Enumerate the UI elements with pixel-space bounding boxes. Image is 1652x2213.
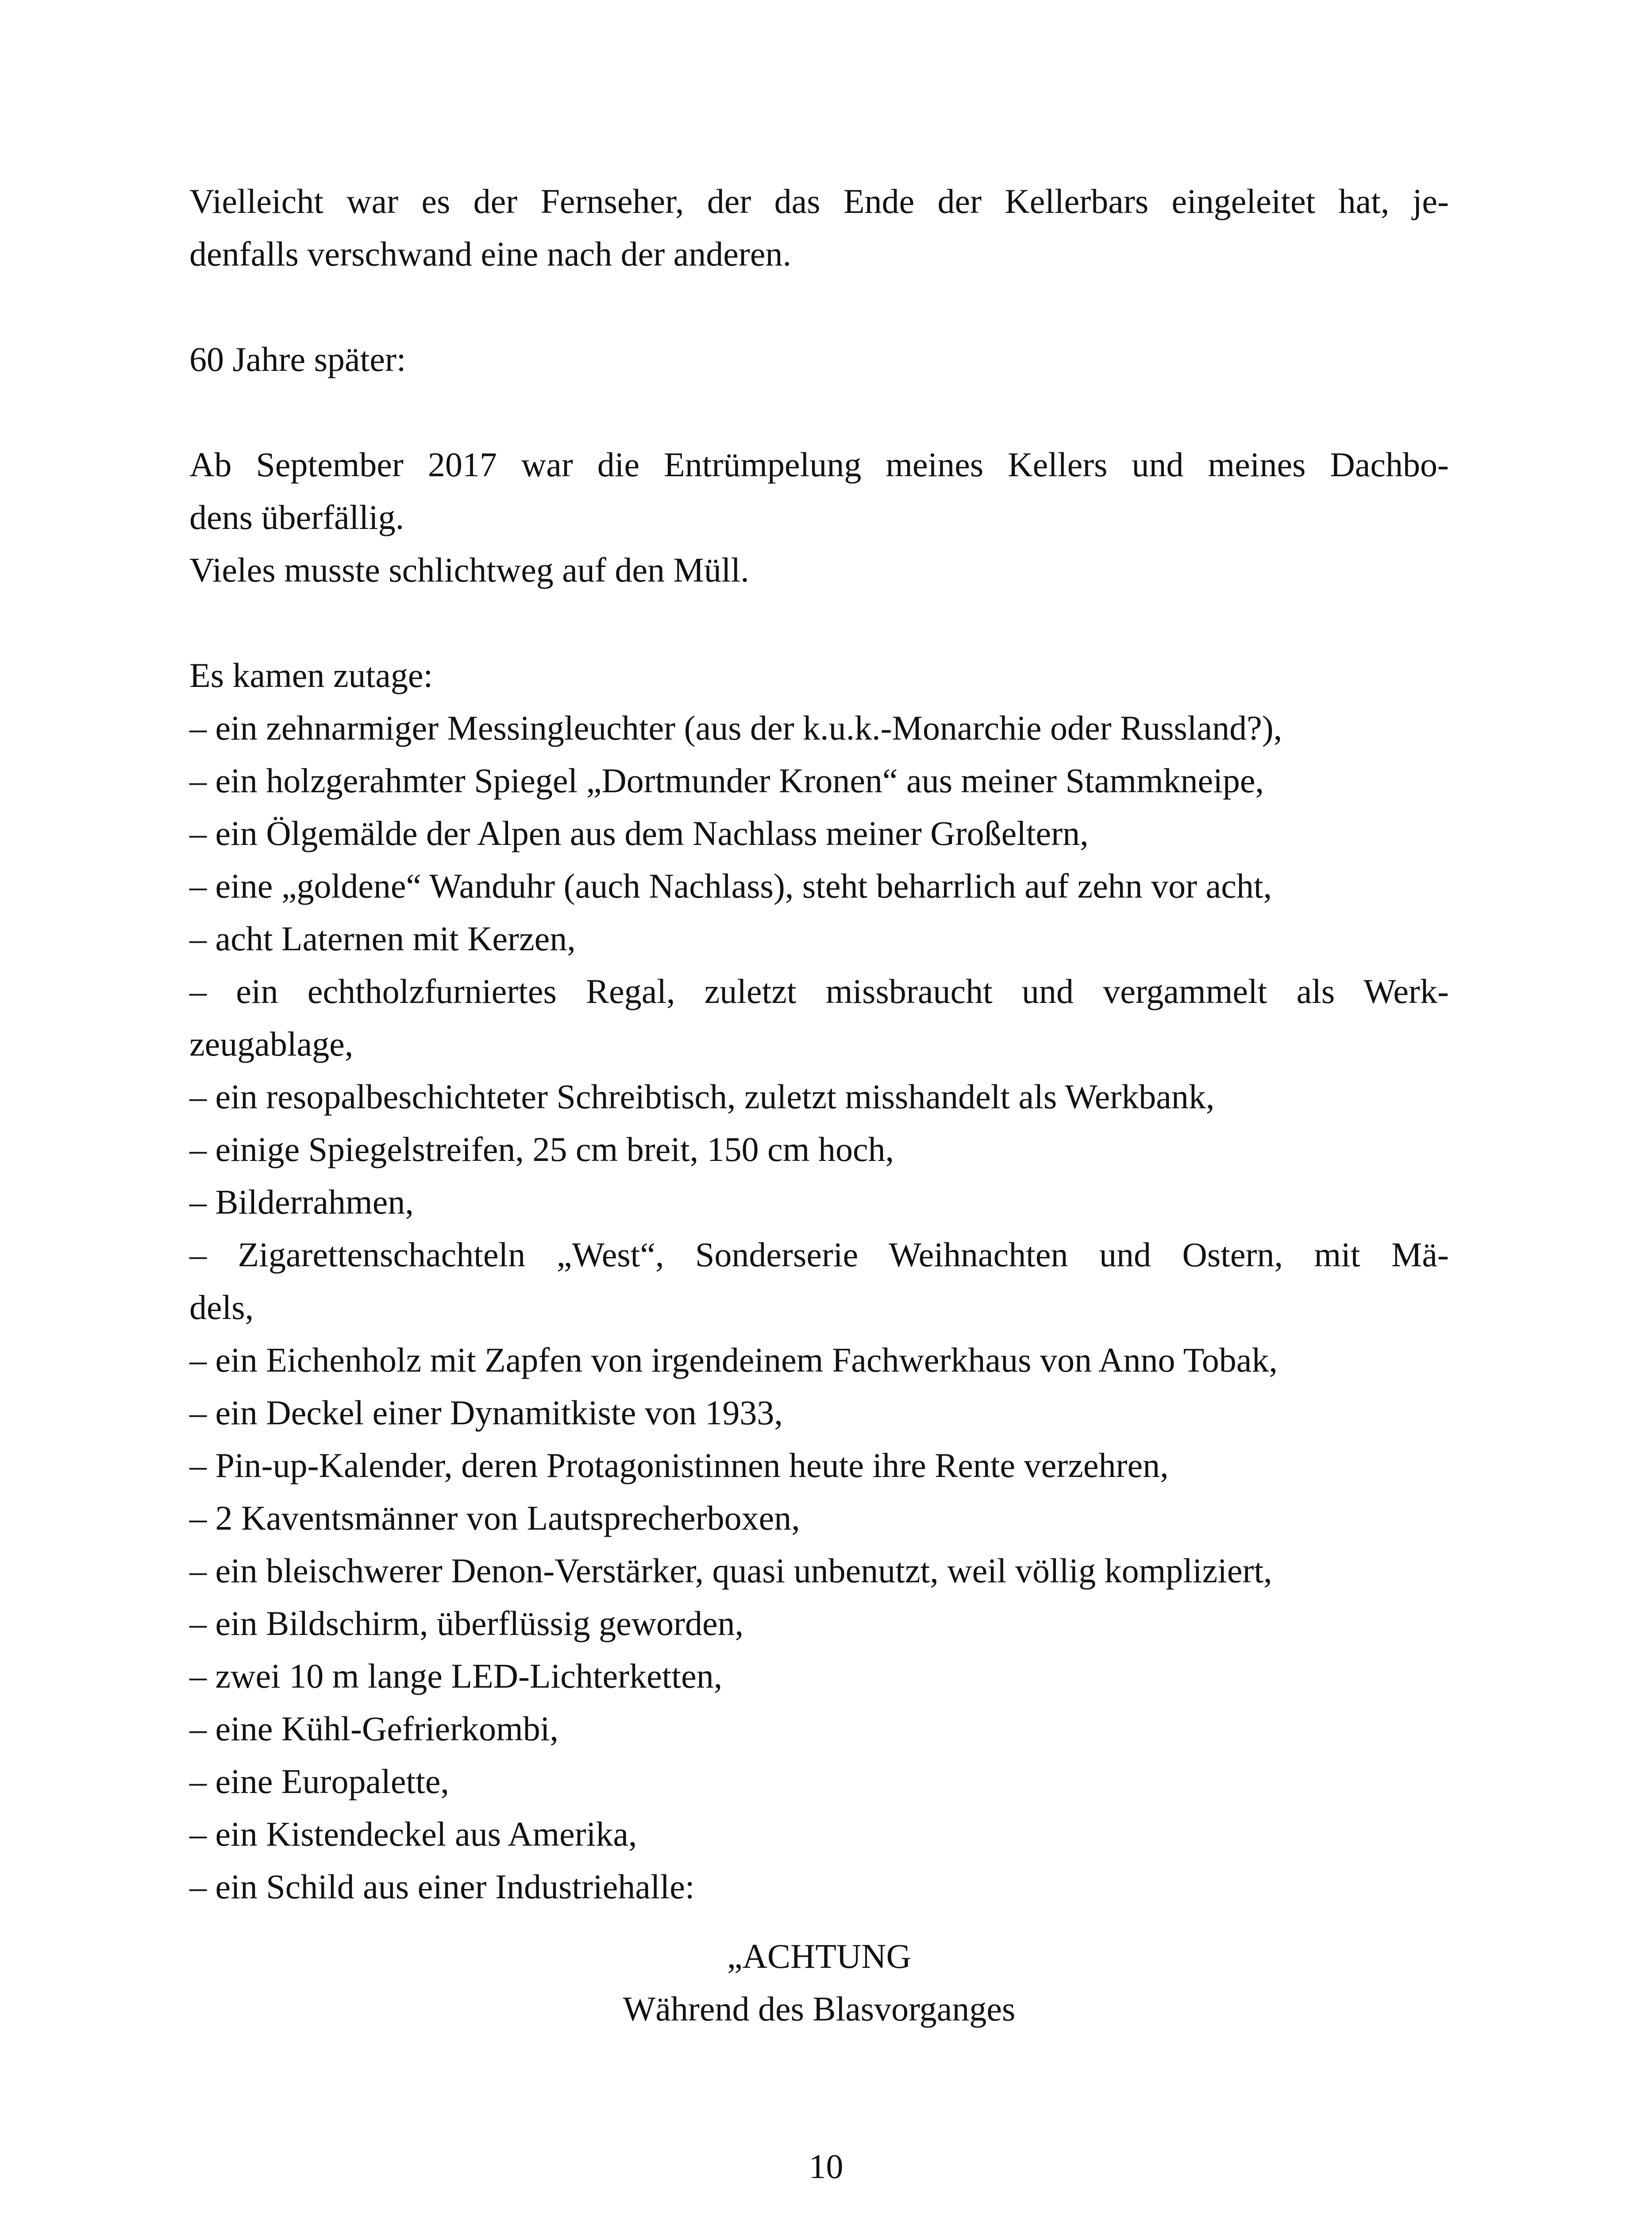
text-line: Ab September 2017 war die Entrümpelung meines Kellers und meines Dachbo- <box>189 445 1449 484</box>
list-item: – eine „goldene“ Wanduhr (auch Nachlass), steht beharrlich auf zehn vor acht, <box>189 867 1272 905</box>
list-item: – ein Bildschirm, überflüssig geworden, <box>189 1604 744 1642</box>
list-item: – ein Deckel einer Dynamitkiste von 1933, <box>189 1393 783 1432</box>
list-item: – Bilderrahmen, <box>189 1183 414 1221</box>
list-item: – ein zehnarmiger Messingleuchter (aus der k.u.k.-Monarchie oder Russland?), <box>189 709 1282 747</box>
list-item: – eine Kühl-Gefrierkombi, <box>189 1709 558 1748</box>
sign-line-achtung: „ACHTUNG <box>727 1937 911 1975</box>
list-item: – Zigarettenschachteln „West“, Sonderserie Weihnachten und Ostern, mit Mä- dels, <box>189 1235 1449 1326</box>
list-item: – ein Ölgemälde der Alpen aus dem Nachlass meiner Großeltern, <box>189 814 1089 852</box>
text-line: denfalls verschwand eine nach der anderen. <box>189 235 792 273</box>
text-line: Vieles musste schlichtweg auf den Müll. <box>189 551 749 589</box>
list-item: – ein bleischwerer Denon-Verstärker, quasi unbenutzt, weil völlig kompliziert, <box>189 1551 1272 1590</box>
page-body <box>189 175 1449 1913</box>
paragraph-60-jahre <box>189 333 1449 386</box>
list-item: – 2 Kaventsmänner von Lautsprecherboxen, <box>189 1499 800 1537</box>
list-item: – acht Laternen mit Kerzen, <box>189 919 576 958</box>
list-item: – ein Schild aus einer Industriehalle: <box>189 1867 695 1906</box>
items-list <box>189 702 1449 1913</box>
sign-line-blasvorgang: Während des Blasvorganges <box>623 1989 1016 2028</box>
text-line: dens überfällig. <box>189 498 404 536</box>
page-number: 10 <box>809 2147 843 2186</box>
sign-quote <box>189 1930 1449 2035</box>
list-item: – Pin-up-Kalender, deren Protagonistinnen heute ihre Rente verzehren, <box>189 1446 1169 1484</box>
list-item: – ein resopalbeschichteter Schreibtisch, zuletzt misshandelt als Werkbank, <box>189 1077 1215 1116</box>
list-item: – zwei 10 m lange LED-Lichterketten, <box>189 1657 723 1695</box>
list-item: – ein Kistendeckel aus Amerika, <box>189 1815 637 1853</box>
list-item: – ein echtholzfurniertes Regal, zuletzt missbraucht und vergammelt als Werk- zeugablage, <box>189 972 1449 1063</box>
paragraph-fernseher <box>189 175 1449 280</box>
paragraph-es-kamen-zutage <box>189 649 1449 702</box>
list-item: – ein holzgerahmter Spiegel „Dortmunder Kronen“ aus meiner Stammkneipe, <box>189 761 1264 800</box>
list-item: – ein Eichenholz mit Zapfen von irgendeinem Fachwerkhaus von Anno Tobak, <box>189 1341 1278 1379</box>
list-item: – einige Spiegelstreifen, 25 cm breit, 150 cm hoch, <box>189 1130 894 1168</box>
text-line: Es kamen zutage: <box>189 656 433 694</box>
text-line: Vielleicht war es der Fernseher, der das Ende der Kellerbars eingeleitet hat, je- <box>189 182 1449 220</box>
list-item: – eine Europalette, <box>189 1762 449 1800</box>
text-line: 60 Jahre später: <box>189 340 406 378</box>
paragraph-entruempelung <box>189 438 1449 596</box>
